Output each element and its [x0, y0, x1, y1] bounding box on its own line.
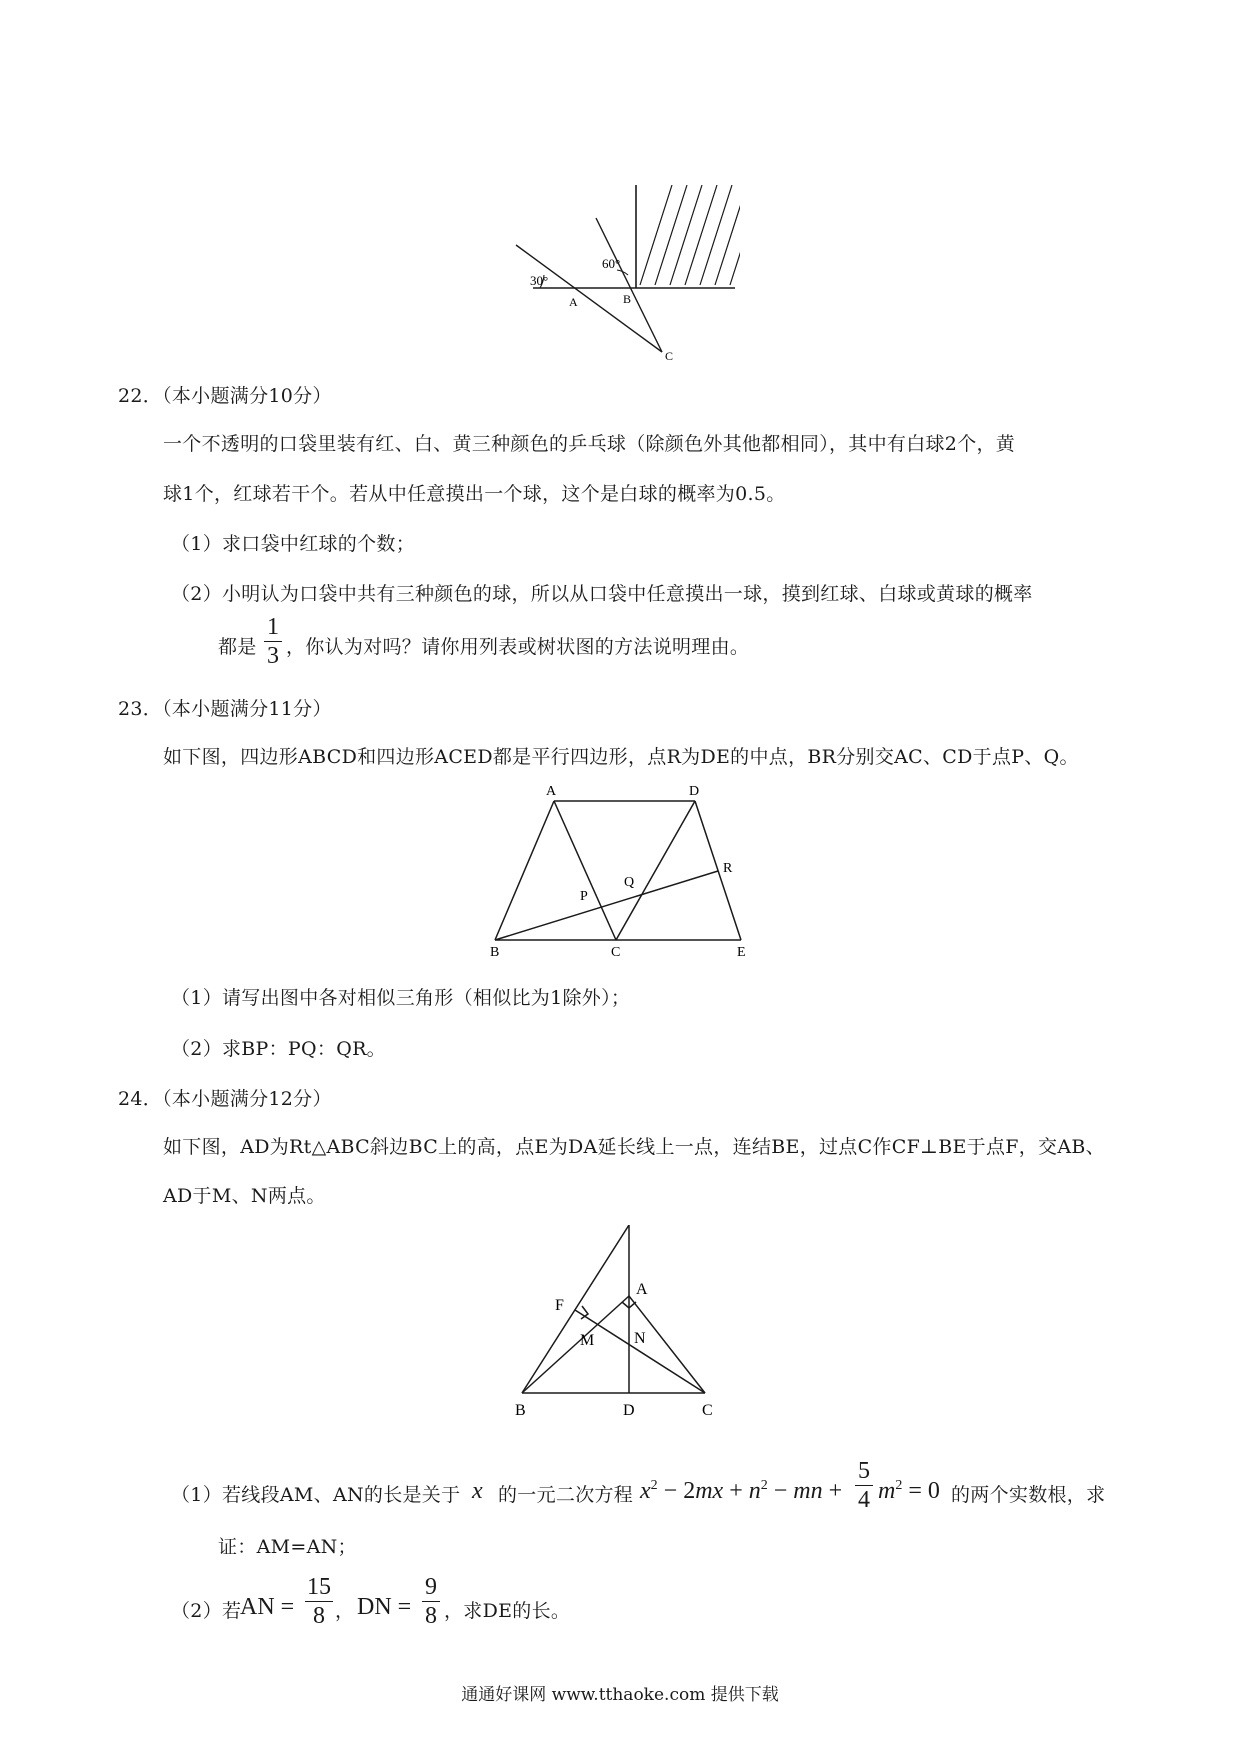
- label-b: B: [490, 945, 500, 960]
- q22-heading: 22．（本小题满分10分）: [118, 385, 332, 407]
- q24-heading: 24．（本小题满分12分）: [118, 1088, 332, 1110]
- q24-part2-suffix: ，求DE的长。: [444, 1600, 571, 1622]
- label-d: D: [689, 784, 700, 799]
- q22-part2-prefix: 都是: [218, 636, 257, 658]
- q22-line1: 一个不透明的口袋里装有红、白、黄三种颜色的乒乓球（除颜色外其他都相同），其中有白球2个，黄: [163, 433, 1016, 455]
- label-e: E: [737, 945, 746, 960]
- comma-separator: ，: [335, 1600, 355, 1622]
- fraction-numerator: 9: [425, 1574, 437, 1600]
- q22-part1: （1）求口袋中红球的个数；: [171, 533, 415, 555]
- label-a: A: [546, 784, 557, 799]
- fraction-numerator: 15: [307, 1574, 331, 1600]
- q23-line1: 如下图，四边形ABCD和四边形ACED都是平行四边形，点R为DE的中点，BR分别交AC、CD于点P、Q。: [163, 746, 1079, 768]
- q24-part1-mid: 的一元二次方程: [498, 1484, 634, 1506]
- label-a: A: [636, 1281, 648, 1298]
- right-triangle-figure: [510, 1225, 740, 1425]
- angle-60-label: 60°: [602, 256, 621, 271]
- label-c: C: [611, 945, 621, 960]
- point-b-label: B: [623, 292, 632, 306]
- label-c: C: [702, 1402, 713, 1419]
- fraction-one-third: [264, 614, 282, 669]
- an-label: AN =: [240, 1594, 295, 1620]
- quadratic-equation-left: $x^2 - 2mx + n^2$ − mn +: [640, 1478, 843, 1504]
- fraction-five-fourths: [855, 1458, 873, 1513]
- q24-part1-suffix: 的两个实数根，求: [951, 1484, 1106, 1506]
- label-f: F: [555, 1297, 564, 1314]
- label-p: P: [580, 889, 588, 904]
- label-m: M: [580, 1332, 595, 1349]
- point-a-label: A: [569, 295, 578, 309]
- fraction-denominator: 3: [267, 643, 279, 669]
- label-n: N: [634, 1330, 646, 1347]
- q24-part1-line2: 证：AM=AN；: [218, 1536, 357, 1558]
- label-q: Q: [624, 875, 635, 890]
- q23-heading: 23．（本小题满分11分）: [118, 698, 332, 720]
- fraction-denominator: 8: [425, 1603, 437, 1629]
- fraction-numerator: 1: [267, 614, 279, 640]
- q24-part2-prefix: （2）若: [171, 1600, 242, 1622]
- q23-part1: （1）请写出图中各对相似三角形（相似比为1除外）；: [171, 987, 631, 1009]
- point-c-label: C: [665, 349, 674, 360]
- dn-label: DN =: [357, 1594, 412, 1620]
- label-r: R: [723, 861, 733, 876]
- fraction-numerator: 5: [858, 1458, 870, 1484]
- q23-part2: （2）求BP：PQ：QR。: [171, 1038, 386, 1060]
- q24-line2: AD于M、N两点。: [163, 1185, 326, 1207]
- parallelogram-figure: [480, 780, 770, 960]
- angle-30-label: 30°: [530, 273, 549, 288]
- fraction-denominator: 4: [858, 1487, 870, 1513]
- quadratic-equation-right: $m^2 = 0$: [878, 1478, 940, 1504]
- q22-part2-line1: （2）小明认为口袋中共有三种颜色的球，所以从口袋中任意摸出一球，摸到红球、白球或黄球的概率: [171, 583, 1033, 605]
- fraction-fifteen-eighths: [305, 1574, 333, 1629]
- label-d: D: [623, 1402, 635, 1419]
- page-footer: 通通好课网 www.tthaoke.com 提供下载: [461, 1685, 779, 1705]
- q24-variable-x: x: [472, 1478, 483, 1504]
- q22-line2: 球1个，红球若干个。若从中任意摸出一个球，这个是白球的概率为0.5。: [163, 483, 786, 505]
- fraction-nine-eighths: [422, 1574, 440, 1629]
- q24-part1-prefix: （1）若线段AM、AN的长是关于: [171, 1484, 461, 1506]
- q24-line1: 如下图，AD为Rt△ABC斜边BC上的高，点E为DA延长线上一点，连结BE，过点C作CF⊥BE于点F，交AB、: [163, 1136, 1105, 1158]
- reflection-figure: [500, 185, 740, 360]
- label-b: B: [515, 1402, 526, 1419]
- q22-part2-suffix: ，你认为对吗？请你用列表或树状图的方法说明理由。: [286, 636, 750, 658]
- fraction-denominator: 8: [313, 1603, 325, 1629]
